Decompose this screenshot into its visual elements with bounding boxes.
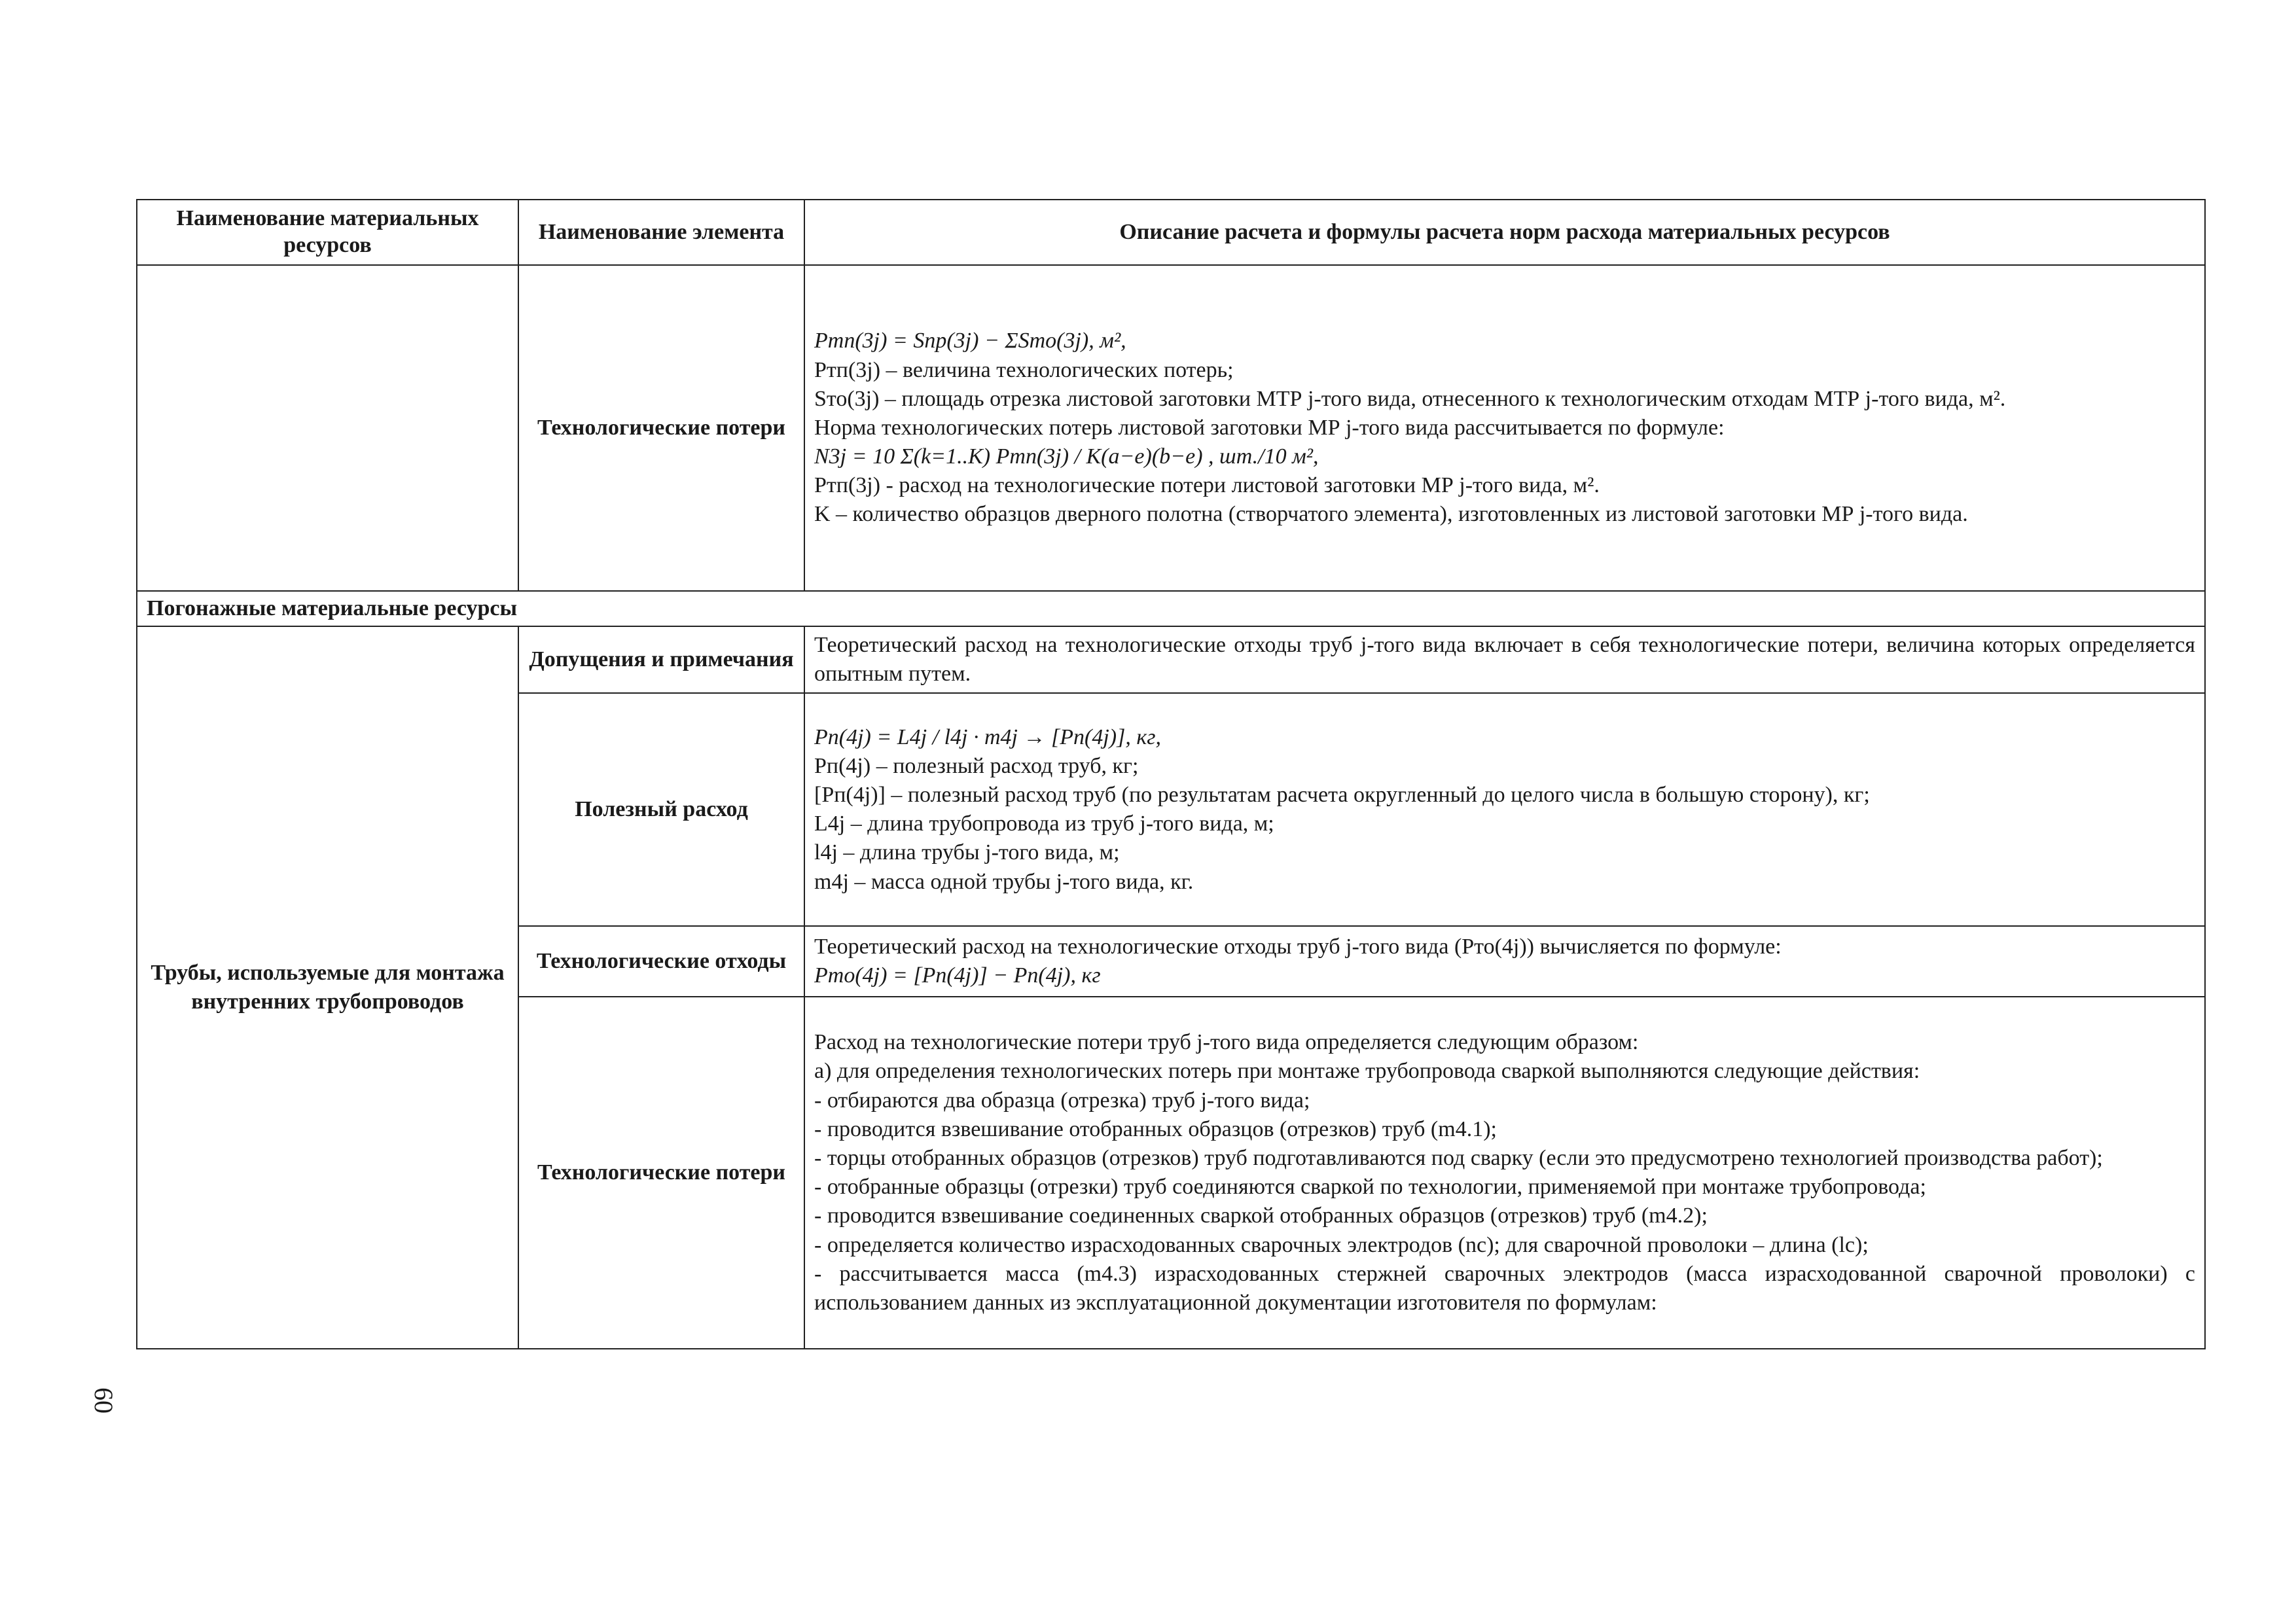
header-description: Описание расчета и формулы расчета норм расхода материальных ресурсов [804, 200, 2205, 265]
description-line: Pтп(3j) - расход на технологические потери листовой заготовки МР j-того вида, м². [814, 473, 1600, 498]
description-line: - рассчитывается масса (m4.3) израсходованных стержней сварочных электродов (масса израсходованной сварочной проволоки) с использованием данных из эксплуатационной документации изготовителя по формулам: [814, 1261, 2195, 1315]
resource-cell: Трубы, используемые для монтажа внутренних трубопроводов [137, 626, 518, 1349]
element-cell: Технологические потери [518, 997, 804, 1349]
description-line: Норма технологических потерь листовой заготовки МР j-того вида рассчитывается по формуле: [814, 415, 1725, 440]
description-line: m4j – масса одной трубы j-того вида, кг. [814, 869, 1194, 894]
element-cell: Технологические отходы [518, 926, 804, 997]
description-cell [804, 265, 2205, 591]
section-title: Погонажные материальные ресурсы [137, 591, 2205, 626]
description-line: Расход на технологические потери труб j-того вида определяется следующим образом: [814, 1030, 1639, 1055]
header-element-name: Наименование элемента [518, 200, 804, 265]
element-cell: Полезный расход [518, 693, 804, 926]
element-cell: Допущения и примечания [518, 626, 804, 693]
description-line: L4j – длина трубопровода из труб j-того вида, м; [814, 812, 1274, 836]
page-number: 60 [89, 1387, 118, 1414]
description-line: [Pп(4j)] – полезный расход труб (по результатам расчета округленный до целого числа в большую сторону), кг; [814, 783, 1870, 807]
description-line: l4j – длина трубы j-того вида, м; [814, 840, 1120, 865]
description-cell [804, 626, 2205, 693]
description-line: а) для определения технологических потерь при монтаже трубопровода сваркой выполняются следующие действия: [814, 1059, 1920, 1084]
resource-cell-empty [137, 265, 518, 591]
description-cell [804, 997, 2205, 1349]
formula-line: Pто(4j) = [Pп(4j)] − Pп(4j), кг [814, 963, 1101, 988]
description-line: - определяется количество израсходованных сварочных электродов (nс); для сварочной проволоки – длина (lс); [814, 1232, 1869, 1257]
description-line: - отобранные образцы (отрезки) труб соединяются сваркой по технологии, применяемой при монтаже трубопровода; [814, 1175, 1926, 1200]
description-line: Sто(3j) – площадь отрезка листовой заготовки МТР j-того вида, отнесенного к технологическим отходам МТР j-того вида, м². [814, 386, 2006, 411]
formula-line: Pп(4j) = L4j / l4j · m4j → [Pп(4j)], кг, [814, 724, 1161, 749]
table-row [137, 626, 2205, 693]
table-row [137, 265, 2205, 591]
description-line: K – количество образцов дверного полотна (створчатого элемента), изготовленных из листовой заготовки МР j-того вида. [814, 502, 1968, 527]
description-cell [804, 926, 2205, 997]
description-line: - проводится взвешивание отобранных образцов (отрезков) труб (m4.1); [814, 1116, 1497, 1141]
description-line: Pтп(3j) – величина технологических потерь; [814, 357, 1234, 382]
description-line: - отбираются два образца (отрезка) труб j-того вида; [814, 1088, 1310, 1113]
norms-table [136, 199, 2206, 1349]
description-cell [804, 693, 2205, 926]
element-cell: Технологические потери [518, 265, 804, 591]
formula-line: Pтп(3j) = Sпр(3j) − ΣSто(3j), м², [814, 329, 1126, 353]
header-resource-name: Наименование материальных ресурсов [137, 200, 518, 265]
table-header-row [137, 200, 2205, 265]
description-line: - проводится взвешивание соединенных сваркой отобранных образцов (отрезков) труб (m4.2); [814, 1204, 1708, 1228]
description-line: Теоретический расход на технологические отходы труб j-того вида включает в себя технологические потери, величина которых определяется опытным путем. [814, 633, 2195, 687]
section-row [137, 591, 2205, 626]
description-line: Pп(4j) – полезный расход труб, кг; [814, 753, 1139, 778]
description-line: Теоретический расход на технологические отходы труб j-того вида (Pто(4j)) вычисляется по формуле: [814, 935, 1782, 959]
description-line: - торцы отобранных образцов (отрезков) труб подготавливаются под сварку (если это предусмотрено технологией производства работ); [814, 1146, 2103, 1170]
formula-line: N3j = 10 Σ(k=1..K) Pтп(3j) / K(a−e)(b−e) , шт./10 м², [814, 444, 1319, 469]
